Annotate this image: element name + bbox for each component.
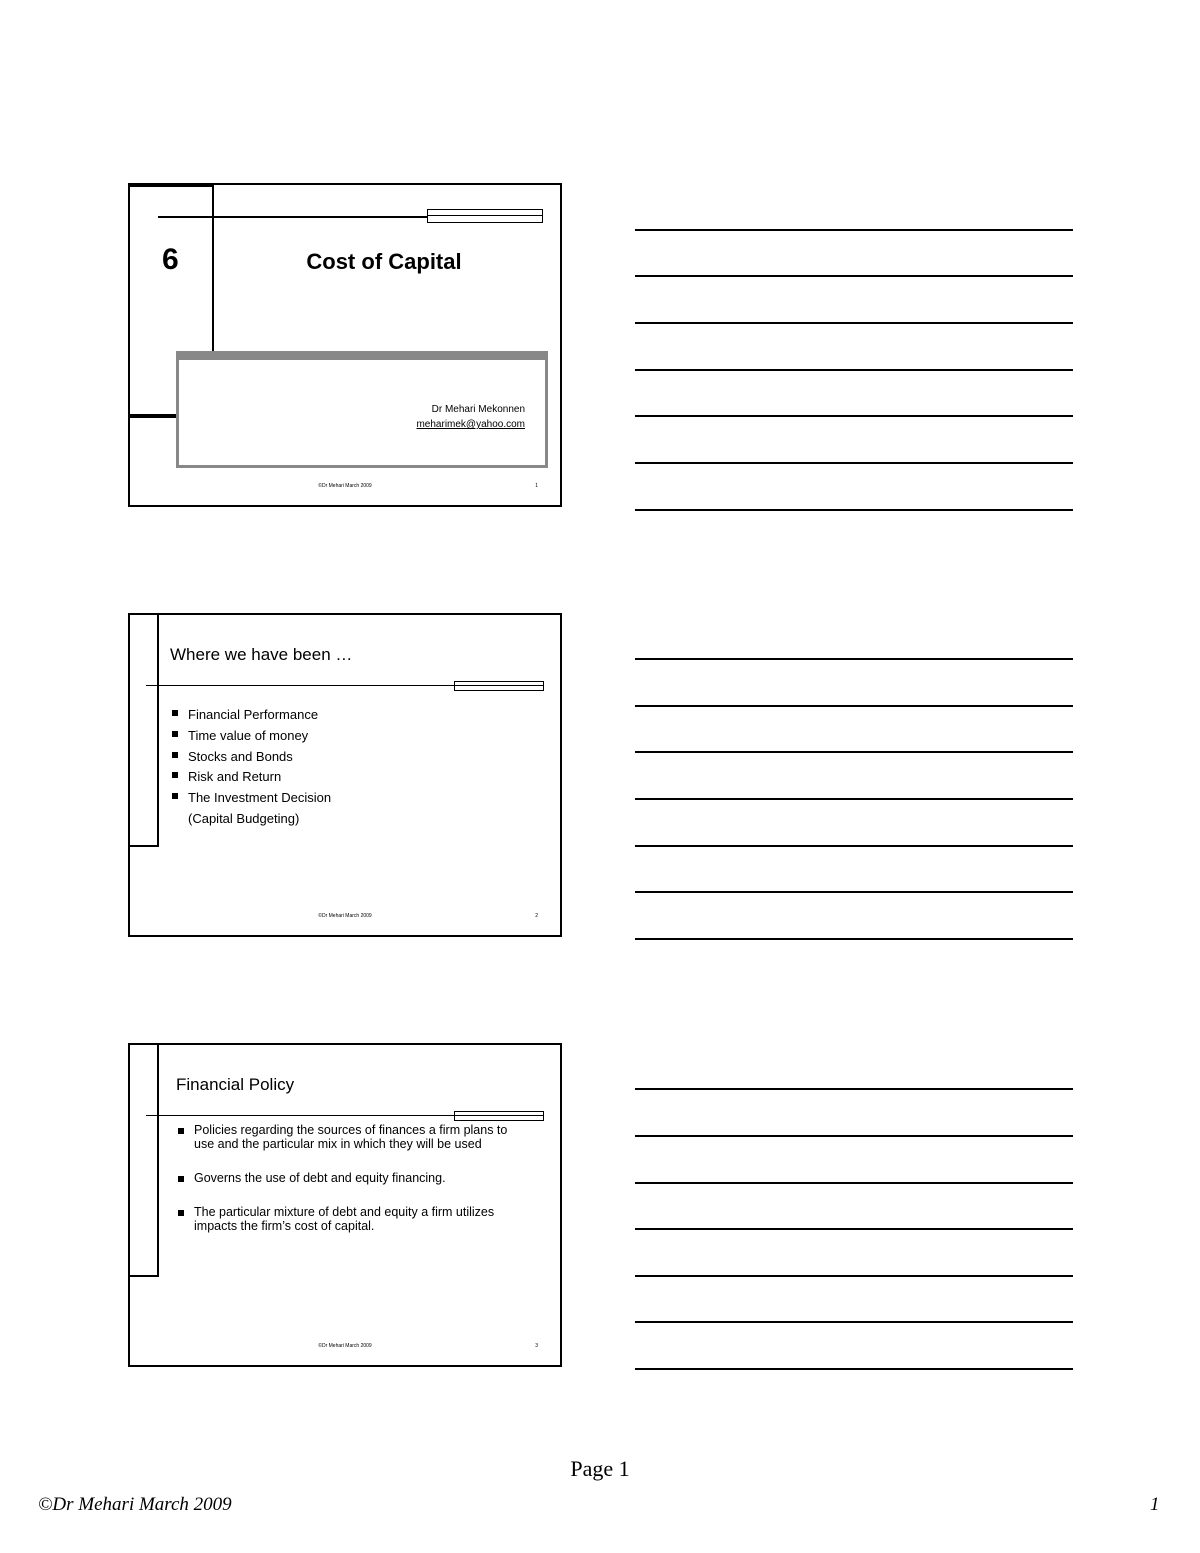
decor-line [130, 845, 159, 847]
note-line [635, 658, 1073, 660]
decor-rectangle [454, 681, 544, 691]
decor-bar [130, 414, 178, 418]
note-line [635, 1368, 1073, 1370]
decor-line [157, 615, 159, 847]
slide-1 [128, 183, 562, 507]
bullet-item: Time value of money [172, 726, 358, 747]
note-line [635, 322, 1073, 324]
note-line [635, 1088, 1073, 1090]
note-line [635, 1275, 1073, 1277]
decor-line [146, 1115, 456, 1116]
note-line [635, 705, 1073, 707]
bullet-item: Policies regarding the sources of finances a firm plans to use and the particular mix in which they will be used [178, 1123, 518, 1151]
decor-line [158, 216, 428, 218]
author-box [176, 351, 548, 468]
copyright: ©Dr Mehari March 2009 [38, 1494, 232, 1515]
slide-title: Cost of Capital [306, 249, 462, 274]
bullet-item: Stocks and Bonds [172, 747, 358, 768]
note-line [635, 1135, 1073, 1137]
slide-footer: ©Dr Mehari March 2009 [318, 483, 372, 489]
note-line [635, 751, 1073, 753]
page-number: 1 [1150, 1494, 1160, 1515]
note-line [635, 1321, 1073, 1323]
note-line [635, 1228, 1073, 1230]
bullet-item: The particular mixture of debt and equity a firm utilizes impacts the firm’s cost of capital. [178, 1205, 514, 1233]
note-line [635, 938, 1073, 940]
slide-number: 2 [535, 913, 538, 919]
chapter-number: 6 [162, 243, 179, 276]
note-line [635, 509, 1073, 511]
note-line [635, 462, 1073, 464]
bullet-list [178, 1123, 518, 1253]
author-email[interactable]: meharimek@yahoo.com [416, 419, 525, 430]
slide-3 [128, 1043, 562, 1367]
slide-title: Where we have been … [170, 645, 353, 664]
bullet-list [172, 705, 358, 830]
bullet-item: The Investment Decision (Capital Budgeting) [172, 788, 358, 830]
decor-line [146, 685, 456, 686]
slide-number: 1 [535, 483, 538, 489]
decor-bar [130, 183, 214, 187]
author-name: Dr Mehari Mekonnen [431, 404, 525, 415]
bullet-item: Risk and Return [172, 767, 358, 788]
decor-line [130, 1275, 159, 1277]
slide-2 [128, 613, 562, 937]
slide-title: Financial Policy [176, 1075, 295, 1094]
note-line [635, 229, 1073, 231]
decor-line [157, 1045, 159, 1277]
decor-rectangle [454, 1111, 544, 1121]
note-line [635, 415, 1073, 417]
bullet-item: Financial Performance [172, 705, 358, 726]
decor-rectangle [427, 209, 543, 223]
note-line [635, 275, 1073, 277]
note-line [635, 845, 1073, 847]
note-line [635, 369, 1073, 371]
note-line [635, 1182, 1073, 1184]
bullet-item: Governs the use of debt and equity financing. [178, 1171, 518, 1185]
note-line [635, 798, 1073, 800]
note-line [635, 891, 1073, 893]
slide-number: 3 [535, 1343, 538, 1349]
slide-footer: ©Dr Mehari March 2009 [318, 913, 372, 919]
slide-footer: ©Dr Mehari March 2009 [318, 1343, 372, 1349]
page-label: Page 1 [570, 1456, 630, 1481]
